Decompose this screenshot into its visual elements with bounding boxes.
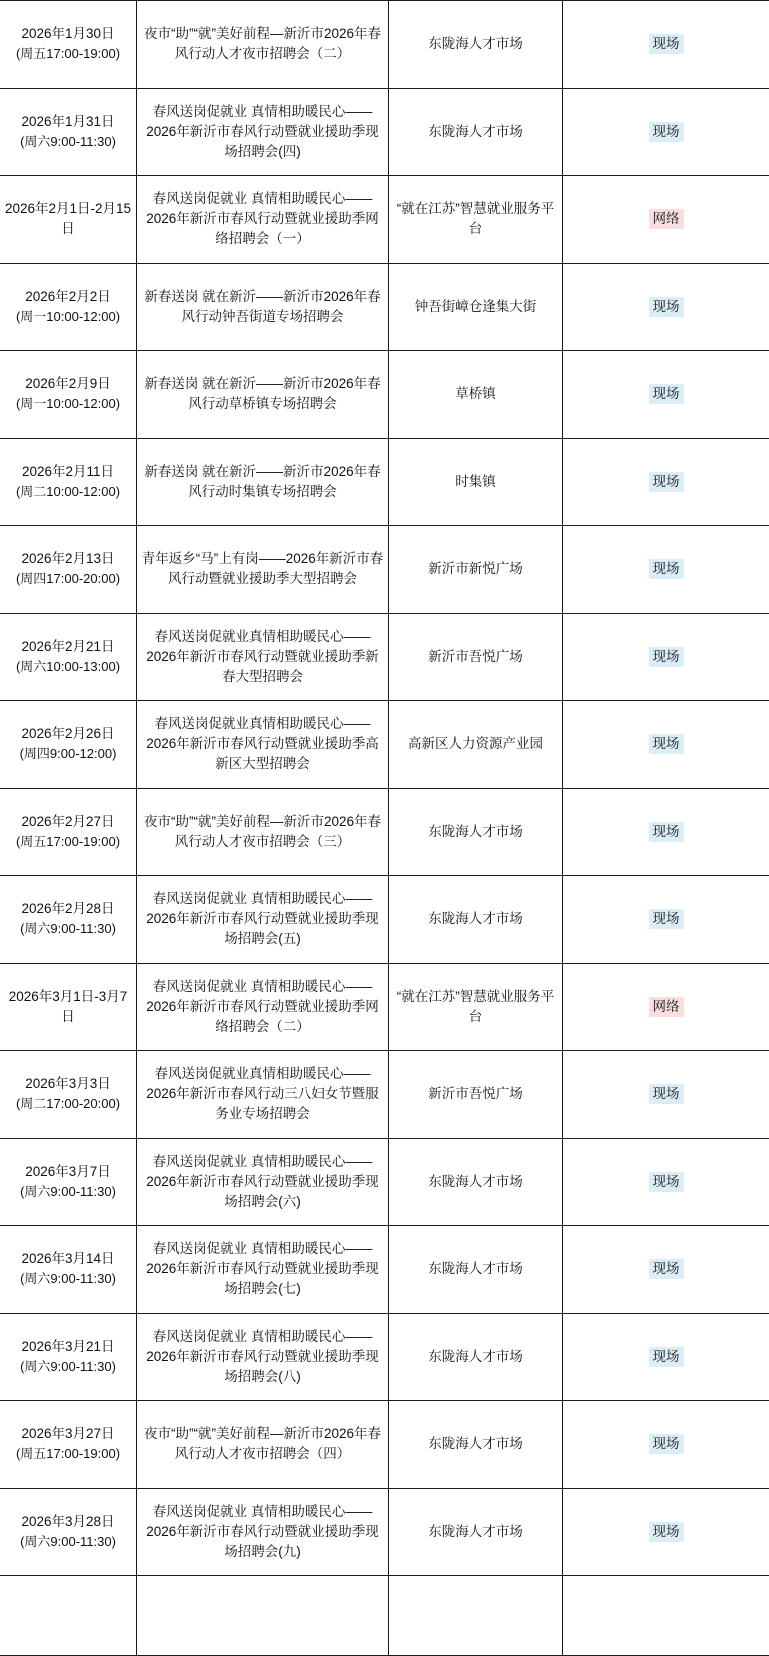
date-cell [0, 526, 137, 614]
time-text: (周六9:00-11:30) [4, 1182, 132, 1202]
location-cell [389, 263, 563, 351]
event-title: 春风送岗促就业 真情相助暖民心——2026年新沂市春风行动暨就业援助季现场招聘会(六) [146, 1154, 379, 1209]
date-text: 2026年2月11日 [4, 462, 132, 482]
type-cell [563, 1313, 769, 1401]
table-row [0, 1313, 769, 1401]
type-cell [563, 963, 769, 1051]
type-badge: 现场 [649, 122, 684, 142]
type-cell [563, 701, 769, 789]
location-cell [389, 701, 563, 789]
location-text: 东陇海人才市场 [428, 1174, 523, 1189]
empty-cell [389, 1576, 563, 1656]
date-cell [0, 1051, 137, 1139]
type-badge: 现场 [649, 1084, 684, 1104]
location-text: 东陇海人才市场 [428, 824, 523, 839]
event-title: 春风送岗促就业 真情相助暖民心——2026年新沂市春风行动暨就业援助季现场招聘会(八) [146, 1329, 379, 1384]
location-cell [389, 1138, 563, 1226]
time-text: (周一10:00-12:00) [4, 394, 132, 414]
date-cell [0, 1, 137, 89]
time-text: (周五17:00-19:00) [4, 44, 132, 64]
location-cell [389, 1313, 563, 1401]
type-cell [563, 351, 769, 439]
event-title-cell [137, 1051, 389, 1139]
table-row [0, 176, 769, 264]
date-text: 2026年2月28日 [4, 899, 132, 919]
event-title-cell [137, 788, 389, 876]
location-text: 草桥镇 [455, 386, 496, 401]
date-cell [0, 963, 137, 1051]
event-title: 春风送岗促就业 真情相助暖民心——2026年新沂市春风行动暨就业援助季现场招聘会(四) [146, 104, 379, 159]
date-cell [0, 351, 137, 439]
location-cell [389, 1051, 563, 1139]
table-row [0, 876, 769, 964]
table-row [0, 701, 769, 789]
date-text: 2026年1月31日 [4, 112, 132, 132]
location-cell [389, 351, 563, 439]
type-cell [563, 1138, 769, 1226]
type-cell [563, 88, 769, 176]
location-text: 东陇海人才市场 [428, 1261, 523, 1276]
table-row [0, 1051, 769, 1139]
date-cell [0, 613, 137, 701]
location-text: 高新区人力资源产业园 [408, 736, 543, 751]
event-title-cell [137, 438, 389, 526]
time-text: (周二17:00-20:00) [4, 1094, 132, 1114]
table-row [0, 1226, 769, 1314]
event-title-cell [137, 876, 389, 964]
location-text: 东陇海人才市场 [428, 124, 523, 139]
type-badge: 网络 [649, 209, 684, 229]
time-text: (周四9:00-12:00) [4, 744, 132, 764]
time-text: (周五17:00-19:00) [4, 1444, 132, 1464]
date-text: 2026年3月28日 [4, 1512, 132, 1532]
time-text: (周二10:00-12:00) [4, 482, 132, 502]
event-title: 夜市“助”“就”美好前程—新沂市2026年春风行动人才夜市招聘会（四） [144, 1426, 381, 1461]
event-title-cell [137, 1401, 389, 1489]
event-title: 春风送岗促就业 真情相助暖民心——2026年新沂市春风行动暨就业援助季现场招聘会(七) [146, 1241, 379, 1296]
empty-row [0, 1576, 769, 1656]
time-text: (周六9:00-11:30) [4, 1532, 132, 1552]
event-title: 春风送岗促就业 真情相助暖民心——2026年新沂市春风行动暨就业援助季网络招聘会（二） [146, 979, 379, 1034]
location-cell [389, 1401, 563, 1489]
date-cell [0, 1138, 137, 1226]
event-title: 春风送岗促就业 真情相助暖民心——2026年新沂市春风行动暨就业援助季网络招聘会（一） [146, 191, 379, 246]
type-badge: 现场 [649, 734, 684, 754]
type-cell [563, 788, 769, 876]
location-text: 新沂市吾悦广场 [428, 1086, 523, 1101]
event-title: 春风送岗促就业 真情相助暖民心——2026年新沂市春风行动暨就业援助季现场招聘会(五) [146, 891, 379, 946]
event-title: 春风送岗促就业真情相助暖民心——2026年新沂市春风行动暨就业援助季高新区大型招聘会 [146, 716, 379, 771]
table-row [0, 613, 769, 701]
type-cell [563, 1226, 769, 1314]
date-text: 2026年3月21日 [4, 1337, 132, 1357]
location-text: 东陇海人才市场 [428, 911, 523, 926]
location-cell [389, 88, 563, 176]
location-text: 时集镇 [455, 474, 496, 489]
table-row [0, 438, 769, 526]
event-title: 春风送岗促就业真情相助暖民心——2026年新沂市春风行动暨就业援助季新春大型招聘会 [146, 629, 379, 684]
date-text: 2026年2月13日 [4, 549, 132, 569]
event-title-cell [137, 176, 389, 264]
location-text: 东陇海人才市场 [428, 1524, 523, 1539]
date-text: 2026年3月27日 [4, 1424, 132, 1444]
date-text: 2026年2月21日 [4, 637, 132, 657]
table-row [0, 963, 769, 1051]
type-cell [563, 613, 769, 701]
type-badge: 现场 [649, 1259, 684, 1279]
type-cell [563, 438, 769, 526]
table-row [0, 88, 769, 176]
location-cell [389, 176, 563, 264]
type-cell [563, 1051, 769, 1139]
date-text: 2026年2月9日 [4, 374, 132, 394]
type-badge: 现场 [649, 472, 684, 492]
type-cell [563, 263, 769, 351]
type-badge: 现场 [649, 909, 684, 929]
time-text: (周六9:00-11:30) [4, 1269, 132, 1289]
type-badge: 现场 [649, 1434, 684, 1454]
date-text: 2026年3月3日 [4, 1074, 132, 1094]
type-badge: 现场 [649, 297, 684, 317]
date-text: 2026年2月1日-2月15日 [4, 199, 132, 239]
time-text: (周六9:00-11:30) [4, 1357, 132, 1377]
time-text: (周一10:00-12:00) [4, 307, 132, 327]
event-title-cell [137, 263, 389, 351]
type-cell [563, 1, 769, 89]
event-title: 夜市“助”“就”美好前程—新沂市2026年春风行动人才夜市招聘会（三） [144, 814, 381, 849]
location-cell [389, 438, 563, 526]
type-cell [563, 526, 769, 614]
empty-cell [0, 1576, 137, 1656]
type-badge: 现场 [649, 1522, 684, 1542]
date-cell [0, 176, 137, 264]
type-badge: 现场 [649, 822, 684, 842]
location-cell [389, 1488, 563, 1576]
date-cell [0, 1488, 137, 1576]
event-title-cell [137, 1488, 389, 1576]
event-title-cell [137, 1138, 389, 1226]
location-text: 新沂市吾悦广场 [428, 649, 523, 664]
date-cell [0, 701, 137, 789]
event-title-cell [137, 701, 389, 789]
location-text: “就在江苏”智慧就业服务平台 [397, 989, 555, 1024]
table-row [0, 1138, 769, 1226]
date-cell [0, 1226, 137, 1314]
table-row [0, 1401, 769, 1489]
event-title: 青年返乡“马”上有岗——2026年新沂市春风行动暨就业援助季大型招聘会 [142, 551, 384, 586]
event-title: 新春送岗 就在新沂——新沂市2026年春风行动草桥镇专场招聘会 [144, 376, 380, 411]
type-badge: 现场 [649, 559, 684, 579]
location-cell [389, 1, 563, 89]
event-title: 夜市“助”“就”美好前程—新沂市2026年春风行动人才夜市招聘会（二） [144, 26, 381, 61]
event-title: 春风送岗促就业真情相助暖民心——2026年新沂市春风行动三八妇女节暨服务业专场招聘会 [146, 1066, 379, 1121]
event-title-cell [137, 1313, 389, 1401]
date-cell [0, 88, 137, 176]
table-row [0, 526, 769, 614]
event-title-cell [137, 613, 389, 701]
event-title: 新春送岗 就在新沂——新沂市2026年春风行动钟吾街道专场招聘会 [144, 289, 380, 324]
location-text: 东陇海人才市场 [428, 36, 523, 51]
type-cell [563, 176, 769, 264]
event-title-cell [137, 1226, 389, 1314]
location-text: 新沂市新悦广场 [428, 561, 523, 576]
type-badge: 现场 [649, 34, 684, 54]
location-cell [389, 613, 563, 701]
event-title: 春风送岗促就业 真情相助暖民心——2026年新沂市春风行动暨就业援助季现场招聘会(九) [146, 1504, 379, 1559]
type-badge: 现场 [649, 1347, 684, 1367]
date-text: 2026年2月2日 [4, 287, 132, 307]
location-text: “就在江苏”智慧就业服务平台 [397, 201, 555, 236]
empty-cell [137, 1576, 389, 1656]
date-text: 2026年1月30日 [4, 24, 132, 44]
table-row [0, 788, 769, 876]
event-title-cell [137, 963, 389, 1051]
location-text: 东陇海人才市场 [428, 1349, 523, 1364]
location-cell [389, 876, 563, 964]
date-cell [0, 438, 137, 526]
location-cell [389, 788, 563, 876]
location-cell [389, 526, 563, 614]
time-text: (周四17:00-20:00) [4, 569, 132, 589]
table-row [0, 1488, 769, 1576]
schedule-body [0, 1, 769, 1656]
type-cell [563, 1488, 769, 1576]
time-text: (周五17:00-19:00) [4, 832, 132, 852]
date-cell [0, 263, 137, 351]
time-text: (周六9:00-11:30) [4, 132, 132, 152]
date-text: 2026年3月14日 [4, 1249, 132, 1269]
table-row [0, 1, 769, 89]
type-cell [563, 1401, 769, 1489]
date-text: 2026年3月1日-3月7日 [4, 987, 132, 1027]
event-title-cell [137, 351, 389, 439]
event-title: 新春送岗 就在新沂——新沂市2026年春风行动时集镇专场招聘会 [144, 464, 380, 499]
date-cell [0, 1313, 137, 1401]
type-cell [563, 876, 769, 964]
table-row [0, 263, 769, 351]
time-text: (周六9:00-11:30) [4, 919, 132, 939]
location-text: 东陇海人才市场 [428, 1436, 523, 1451]
location-text: 钟吾街嶂仓逢集大街 [415, 299, 537, 314]
date-cell [0, 788, 137, 876]
date-text: 2026年2月27日 [4, 812, 132, 832]
location-cell [389, 963, 563, 1051]
date-text: 2026年2月26日 [4, 724, 132, 744]
type-badge: 网络 [649, 997, 684, 1017]
table-row [0, 351, 769, 439]
type-badge: 现场 [649, 384, 684, 404]
date-cell [0, 1401, 137, 1489]
type-badge: 现场 [649, 647, 684, 667]
date-text: 2026年3月7日 [4, 1162, 132, 1182]
event-title-cell [137, 88, 389, 176]
date-cell [0, 876, 137, 964]
location-cell [389, 1226, 563, 1314]
event-title-cell [137, 1, 389, 89]
event-title-cell [137, 526, 389, 614]
empty-cell [563, 1576, 769, 1656]
type-badge: 现场 [649, 1172, 684, 1192]
time-text: (周六10:00-13:00) [4, 657, 132, 677]
